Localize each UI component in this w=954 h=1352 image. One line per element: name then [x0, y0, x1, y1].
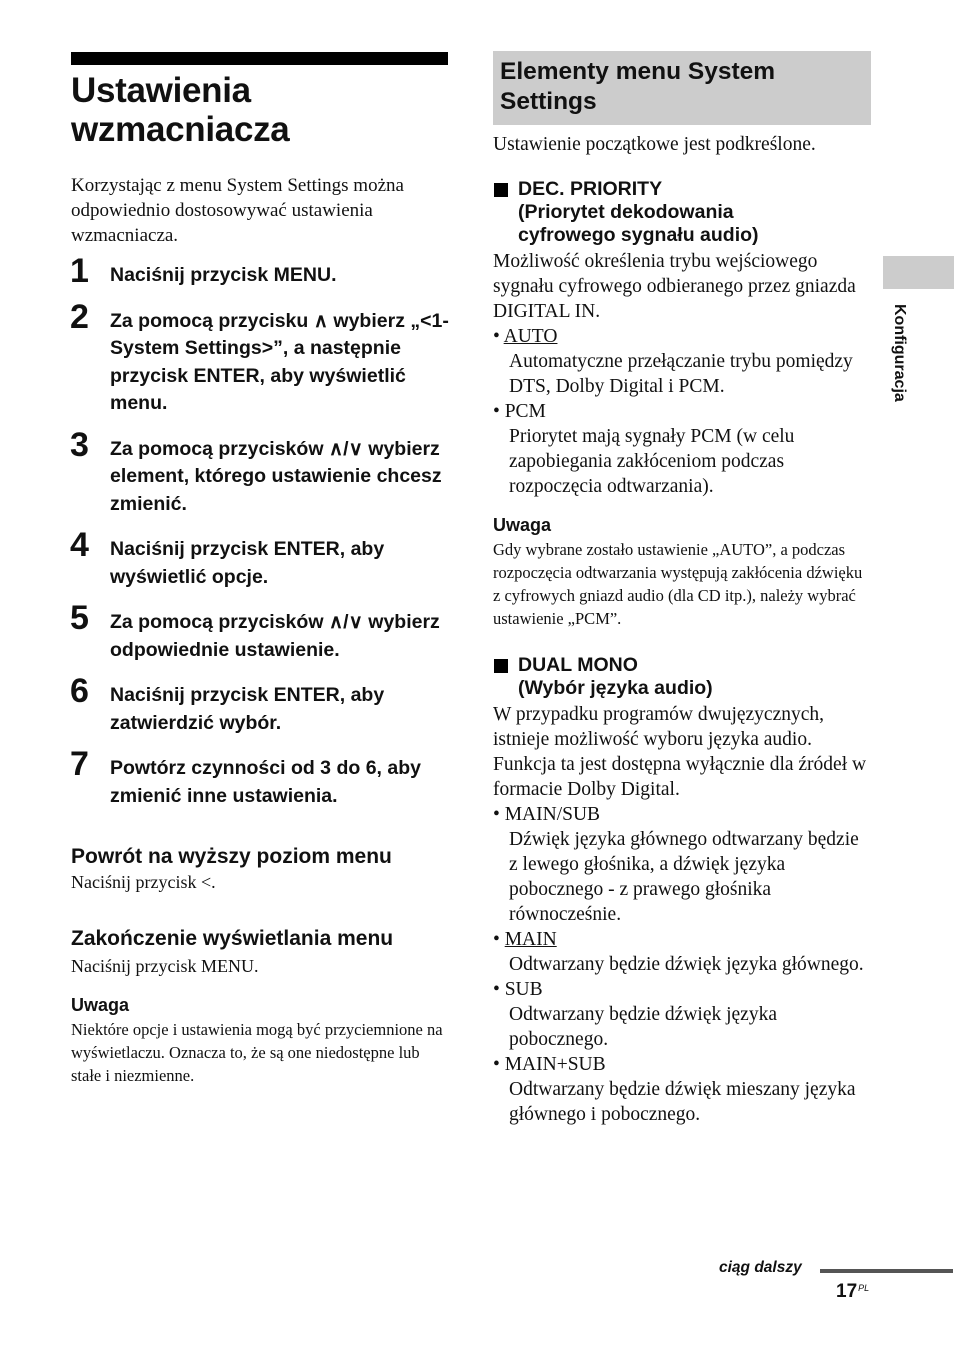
- step-number: 3: [70, 425, 89, 464]
- default-note: Ustawienie początkowe jest podkreślone.: [493, 134, 816, 155]
- option-desc: Priorytet mają sygnały PCM (w celu zapobiegania zakłóceniom podczas rozpoczęcia odtwarzania).: [509, 426, 795, 497]
- note-text: Niektóre opcje i ustawienia mogą być przyciemnione na wyświetlaczu. Oznacza to, że są one niedostępne lub stałe i niezmienne.: [71, 1020, 443, 1085]
- page-suffix: PL: [858, 1283, 870, 1293]
- step-4: [70, 526, 449, 591]
- dec-note-text: Gdy wybrane zostało ustawienie „AUTO”, a podczas rozpoczęcia odtwarzania występują zakłócenia dźwięku z cyfrowych gniazd audio (dla CD itp.), należy wybrać ustawienie „PCM”.: [493, 540, 863, 628]
- step-text: Naciśnij przycisk ENTER, aby wyświetlić opcje.: [110, 538, 385, 588]
- continued-rule: [820, 1269, 953, 1273]
- back-text: Naciśnij przycisk <.: [71, 872, 216, 892]
- option-item: • AUTO: [493, 326, 558, 347]
- dec-description: Możliwość określenia trybu wejściowego sygnału cyfrowego odbieranego przez gniazda DIGITAL IN.: [493, 251, 856, 322]
- step-text: Powtórz czynności od 3 do 6, aby zmienić inne ustawienia.: [110, 757, 421, 807]
- step-text: Za pomocą przycisku ∧ wybierz „<1-System Settings>”, a następnie przycisk ENTER, aby wyświetlić menu.: [110, 309, 449, 414]
- heading-line: DEC. PRIORITY: [518, 178, 663, 200]
- dual-description: W przypadku programów dwujęzycznych, istnieje możliwość wyboru języka audio. Funkcja ta jest dostępna wyłącznie dla źródeł w formacie Dolby Digital.: [493, 704, 867, 800]
- step-2: [70, 297, 449, 418]
- left-column: [71, 52, 449, 1087]
- option-label: SUB: [504, 979, 543, 1000]
- step-number: 5: [70, 599, 89, 637]
- option-item: • PCM: [493, 401, 546, 422]
- dec-priority-heading: [493, 178, 871, 247]
- steps-list: [70, 252, 449, 810]
- option-desc: Odtwarzany będzie dźwięk języka głównego.: [509, 954, 864, 975]
- side-tab-marker: [883, 256, 954, 289]
- right-column: [493, 51, 871, 1127]
- step-number: 1: [70, 252, 89, 290]
- dec-note-heading: Uwaga: [493, 515, 552, 535]
- intro-text: Korzystając z menu System Settings można odpowiednio dostosowywać ustawienia wzmacniacza.: [71, 175, 404, 246]
- square-bullet-icon: [494, 659, 508, 673]
- heading-line: (Wybór języka audio): [518, 677, 713, 699]
- step-number: 7: [70, 745, 89, 783]
- square-bullet-icon: [494, 183, 508, 197]
- option-label: MAIN/SUB: [504, 804, 601, 825]
- step-text: Za pomocą przycisków ∧/∨ wybierz odpowiednie ustawienie.: [110, 611, 440, 661]
- side-tab-text: Konfiguracja: [891, 304, 908, 402]
- exit-text: Naciśnij przycisk MENU.: [71, 956, 259, 976]
- back-heading: Powrót na wyższy poziom menu: [71, 845, 392, 868]
- option-label: MAIN: [504, 929, 557, 950]
- note-heading: Uwaga: [71, 995, 130, 1015]
- title-rule: [71, 52, 448, 65]
- option-item: • MAIN: [493, 929, 557, 950]
- page-number: [836, 1281, 869, 1303]
- option-label: PCM: [504, 401, 546, 422]
- side-tab-label: [880, 304, 920, 434]
- option-desc: Dźwięk języka głównego odtwarzany będzie z lewego głośnika, a dźwięk języka pobocznego - z prawego głośnika równocześnie.: [509, 829, 859, 925]
- step-number: 4: [70, 526, 89, 564]
- page-number-value: 17: [836, 1281, 858, 1302]
- heading-line: DUAL MONO: [518, 654, 638, 676]
- heading-line: cyfrowego sygnału audio): [518, 224, 759, 246]
- step-text: Za pomocą przycisków ∧/∨ wybierz element, którego ustawienie chcesz zmienić.: [110, 437, 442, 515]
- option-label: AUTO: [503, 326, 558, 347]
- step-number: 2: [70, 297, 89, 336]
- step-1: [70, 252, 449, 290]
- step-number: 6: [70, 672, 89, 710]
- option-desc: Automatyczne przełączanie trybu pomiędzy DTS, Dolby Digital i PCM.: [509, 351, 853, 397]
- step-3: [70, 425, 449, 519]
- step-text: Naciśnij przycisk MENU.: [110, 264, 337, 286]
- heading-line: (Priorytet dekodowania: [518, 201, 734, 223]
- step-5: [70, 599, 449, 664]
- option-item: • SUB: [493, 979, 543, 1000]
- step-7: [70, 745, 449, 810]
- step-text: Naciśnij przycisk ENTER, aby zatwierdzić wybór.: [110, 684, 385, 734]
- page-title: Ustawienia wzmacniacza: [71, 71, 290, 149]
- option-desc: Odtwarzany będzie dźwięk mieszany języka głównego i pobocznego.: [509, 1079, 856, 1125]
- option-item: • MAIN/SUB: [493, 804, 601, 825]
- option-label: MAIN+SUB: [504, 1054, 606, 1075]
- dual-mono-heading: [493, 654, 871, 700]
- section-heading: Elementy menu System Settings: [493, 51, 871, 125]
- continued-label: ciąg dalszy: [719, 1259, 802, 1276]
- option-desc: Odtwarzany będzie dźwięk języka pobocznego.: [509, 1004, 777, 1050]
- step-6: [70, 672, 449, 737]
- option-item: • MAIN+SUB: [493, 1054, 606, 1075]
- exit-heading: Zakończenie wyświetlania menu: [71, 927, 394, 950]
